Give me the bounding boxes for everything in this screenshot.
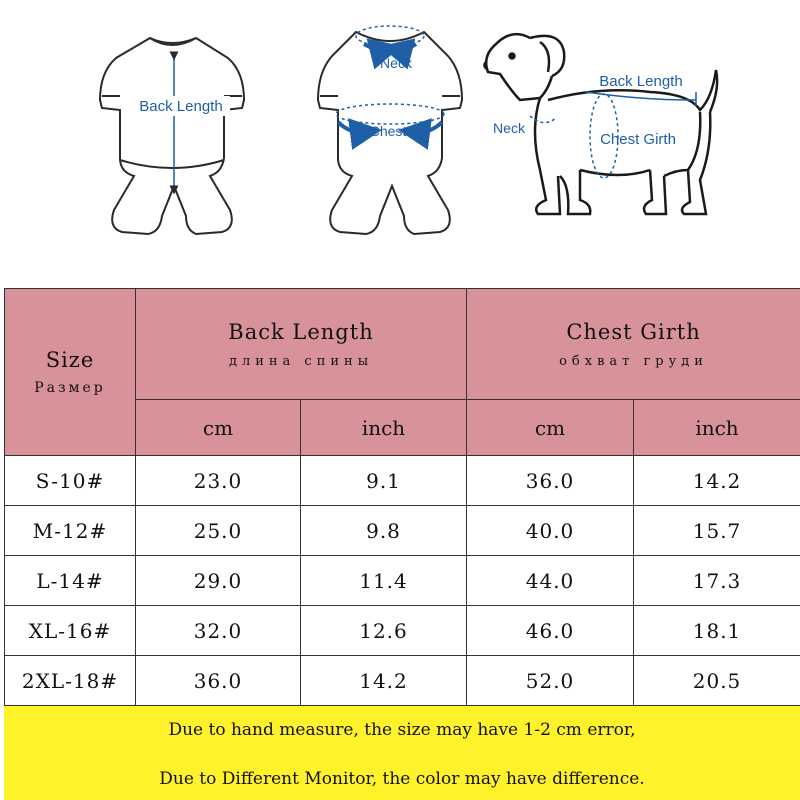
chest-inch-cell: 15.7 <box>634 506 800 556</box>
garment-back-view <box>100 38 244 234</box>
table-header-row <box>5 289 800 400</box>
dog-chest-girth-label: Chest Girth <box>600 131 676 148</box>
chest-cm-cell: 44.0 <box>467 556 634 606</box>
size-cell: M-12# <box>5 506 136 556</box>
size-cell: L-14# <box>5 556 136 606</box>
table-row <box>5 456 800 506</box>
unit-back-inch: inch <box>301 400 467 456</box>
size-cell: 2XL-18# <box>5 656 136 706</box>
back-inch-cell: 11.4 <box>301 556 467 606</box>
chest-inch-cell: 17.3 <box>634 556 800 606</box>
size-cell: S-10# <box>5 456 136 506</box>
chest-inch-cell: 14.2 <box>634 456 800 506</box>
chest-cm-cell: 40.0 <box>467 506 634 556</box>
back-length-label: Back Length <box>139 98 223 115</box>
dog-neck-label: Neck <box>493 120 525 136</box>
size-table <box>4 288 800 706</box>
back-inch-cell: 9.1 <box>301 456 467 506</box>
chest-inch-cell: 20.5 <box>634 656 800 706</box>
chest-cm-cell: 46.0 <box>467 606 634 656</box>
measurement-illustration <box>0 0 800 270</box>
chest-inch-cell: 18.1 <box>634 606 800 656</box>
disclaimer-line-2: Due to Different Monitor, the color may have difference. <box>159 769 645 789</box>
chest-label: Chest <box>369 123 407 139</box>
unit-chest-inch: inch <box>634 400 800 456</box>
back-inch-cell: 12.6 <box>301 606 467 656</box>
chest-cm-cell: 36.0 <box>467 456 634 506</box>
back-cm-cell: 36.0 <box>136 656 301 706</box>
back-cm-cell: 23.0 <box>136 456 301 506</box>
table-row <box>5 656 800 706</box>
table-row <box>5 556 800 606</box>
back-length-header-label: Back Length <box>228 319 374 344</box>
table-row <box>5 606 800 656</box>
table-row <box>5 506 800 556</box>
dog-back-length-label: Back Length <box>599 73 683 90</box>
back-inch-cell: 9.8 <box>301 506 467 556</box>
chest-cm-cell: 52.0 <box>467 656 634 706</box>
back-cm-cell: 29.0 <box>136 556 301 606</box>
neck-label: Neck <box>380 55 412 71</box>
back-cm-cell: 25.0 <box>136 506 301 556</box>
size-header-label: Size <box>45 348 95 372</box>
chest-girth-header-ru: обхват груди <box>559 353 708 369</box>
disclaimer-line-1: Due to hand measure, the size may have 1-2 cm error, <box>168 720 636 740</box>
disclaimer-banner <box>4 706 800 800</box>
size-header <box>5 289 136 456</box>
size-cell: XL-16# <box>5 606 136 656</box>
back-inch-cell: 14.2 <box>301 656 467 706</box>
unit-chest-cm: cm <box>467 400 634 456</box>
size-header-ru: Размер <box>34 380 106 396</box>
back-length-header-ru: длина спины <box>228 353 374 369</box>
back-length-header <box>136 289 467 400</box>
unit-back-cm: cm <box>136 400 301 456</box>
chest-girth-header-label: Chest Girth <box>566 319 701 344</box>
chest-girth-header <box>467 289 800 400</box>
back-cm-cell: 32.0 <box>136 606 301 656</box>
